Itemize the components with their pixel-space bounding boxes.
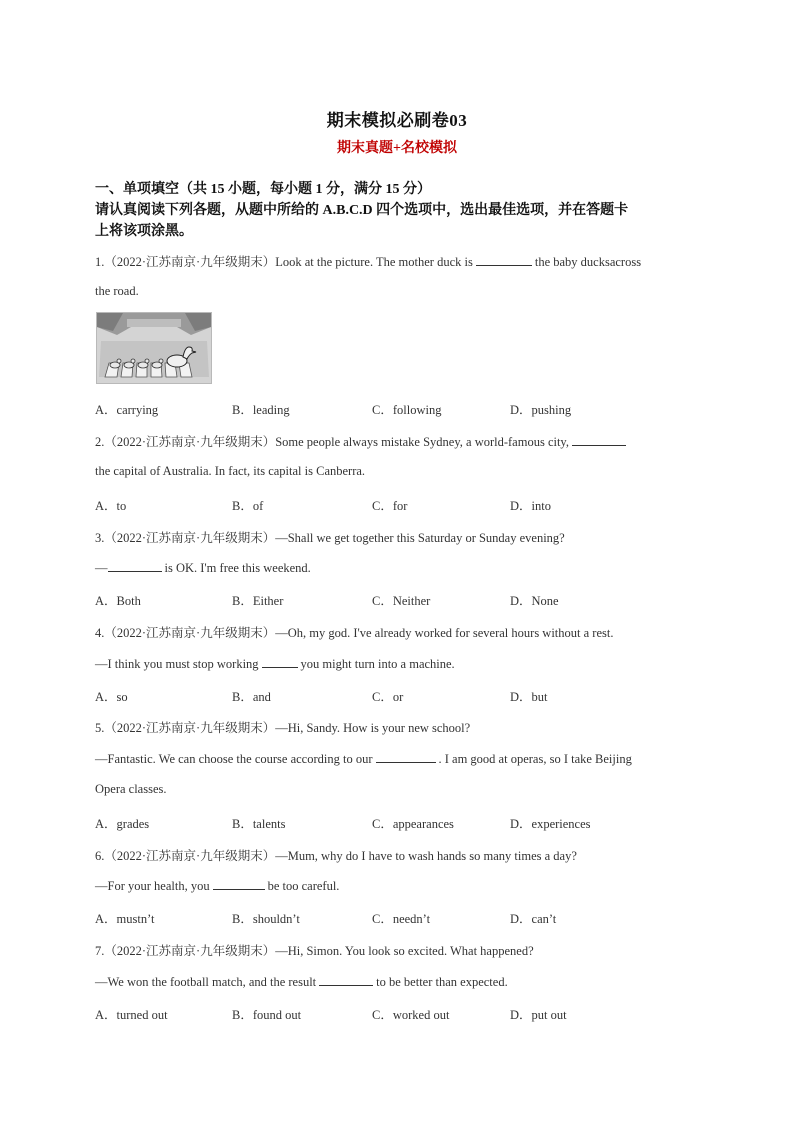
question-4-stem-continued: you might turn into a machine. [300,657,455,671]
question-7-option-d: D．put out [510,1008,567,1022]
question-2-text [95,432,710,450]
mother-duck-leading-ducklings-crosswalk-picture [96,312,212,384]
question-7-option-b: B．found out [232,1008,302,1022]
question-5-option-c: C．appearances [372,817,454,831]
question-4-text [95,655,710,672]
question-1-option-b: B．leading [232,403,290,417]
question-6-option-b: B．shouldn’t [232,912,300,926]
question-1-option-c: C．following [372,403,442,417]
question-3-option-a: A．Both [95,594,141,608]
question-2-text: the capital of Australia. In fact, its capital is Canberra. [95,464,366,478]
question-5-stem: —Fantastic. We can choose the course according to our [95,752,373,766]
section-instruction: 上将该项涂黑。 [95,224,193,239]
question-4-option-a: A．so [95,690,128,704]
question-5-text [95,750,710,767]
question-4-stem: —I think you must stop working [95,657,259,671]
question-4-option-b: B．and [232,690,271,704]
question-5-text: Opera classes. [95,782,167,796]
question-4-option-d: D．but [510,690,548,704]
question-7-option-a: A．turned out [95,1008,168,1022]
question-7-text: 7.（2022·江苏南京·九年级期末）—Hi, Simon. You look so excited. What happened? [95,944,534,958]
question-2-option-b: B．of [232,499,264,513]
question-7-stem-continued: to be better than expected. [376,975,508,989]
question-3-text: 3.（2022·江苏南京·九年级期末）—Shall we get together this Saturday or Sunday evening? [95,531,565,545]
question-3-option-c: C．Neither [372,594,431,608]
question-5-text: 5.（2022·江苏南京·九年级期末）—Hi, Sandy. How is your new school? [95,721,471,735]
question-7-stem: —We won the football match, and the result [95,975,317,989]
section-instruction: 请认真阅读下列各题，从题中所给的 A.B.C.D 四个选项中，选出最佳选项，并在答题卡 [95,203,629,218]
question-3-option-d: D．None [510,594,559,608]
question-4-option-c: C．or [372,690,404,704]
question-5-option-a: A．grades [95,817,150,831]
question-1-stem-continued: the baby ducksacross [534,255,642,269]
answer-blank [319,973,373,986]
section-heading: 一、单项填空（共 15 小题，每小题 1 分，满分 15 分） [95,182,431,197]
answer-blank [262,655,298,668]
question-1-text [95,252,710,270]
question-1-text: the road. [95,284,139,298]
question-3-text [95,559,710,576]
question-2-option-a: A．to [95,499,127,513]
question-6-stem-continued: be too careful. [267,879,340,893]
question-5-option-b: B．talents [232,817,286,831]
question-2-stem: 2.（2022·江苏南京·九年级期末）Some people always mistake Sydney, a world-famous city, [95,435,569,449]
question-3-dash: — [95,561,108,575]
answer-blank [572,433,626,446]
question-6-option-d: D．can’t [510,912,557,926]
answer-blank [476,253,532,266]
answer-blank [108,559,162,572]
question-7-option-c: C．worked out [372,1008,450,1022]
page-title: 期末模拟必刷卷03 [326,111,468,130]
question-6-option-a: A．mustn’t [95,912,155,926]
question-5-option-d: D．experiences [510,817,591,831]
question-7-text [95,973,710,990]
question-1-option-a: A．carrying [95,403,159,417]
question-6-option-c: C．needn’t [372,912,431,926]
question-1-stem: 1.（2022·江苏南京·九年级期末）Look at the picture. The mother duck is [95,255,473,269]
answer-blank [213,877,265,890]
answer-blank [376,750,436,763]
question-4-text: 4.（2022·江苏南京·九年级期末）—Oh, my god. I've already worked for several hours without a rest. [95,626,614,640]
question-5-stem-continued: . I am good at operas, so I take Beijing [438,752,632,766]
question-6-text: 6.（2022·江苏南京·九年级期末）—Mum, why do I have to wash hands so many times a day? [95,849,577,863]
page-subtitle: 期末真题+名校模拟 [337,141,457,156]
question-1-option-d: D．pushing [510,403,572,417]
question-2-option-c: C．for [372,499,408,513]
question-3-stem-continued: is OK. I'm free this weekend. [164,561,311,575]
question-2-option-d: D．into [510,499,551,513]
question-6-text [95,877,710,894]
question-6-stem: —For your health, you [95,879,210,893]
question-3-option-b: B．Either [232,594,284,608]
